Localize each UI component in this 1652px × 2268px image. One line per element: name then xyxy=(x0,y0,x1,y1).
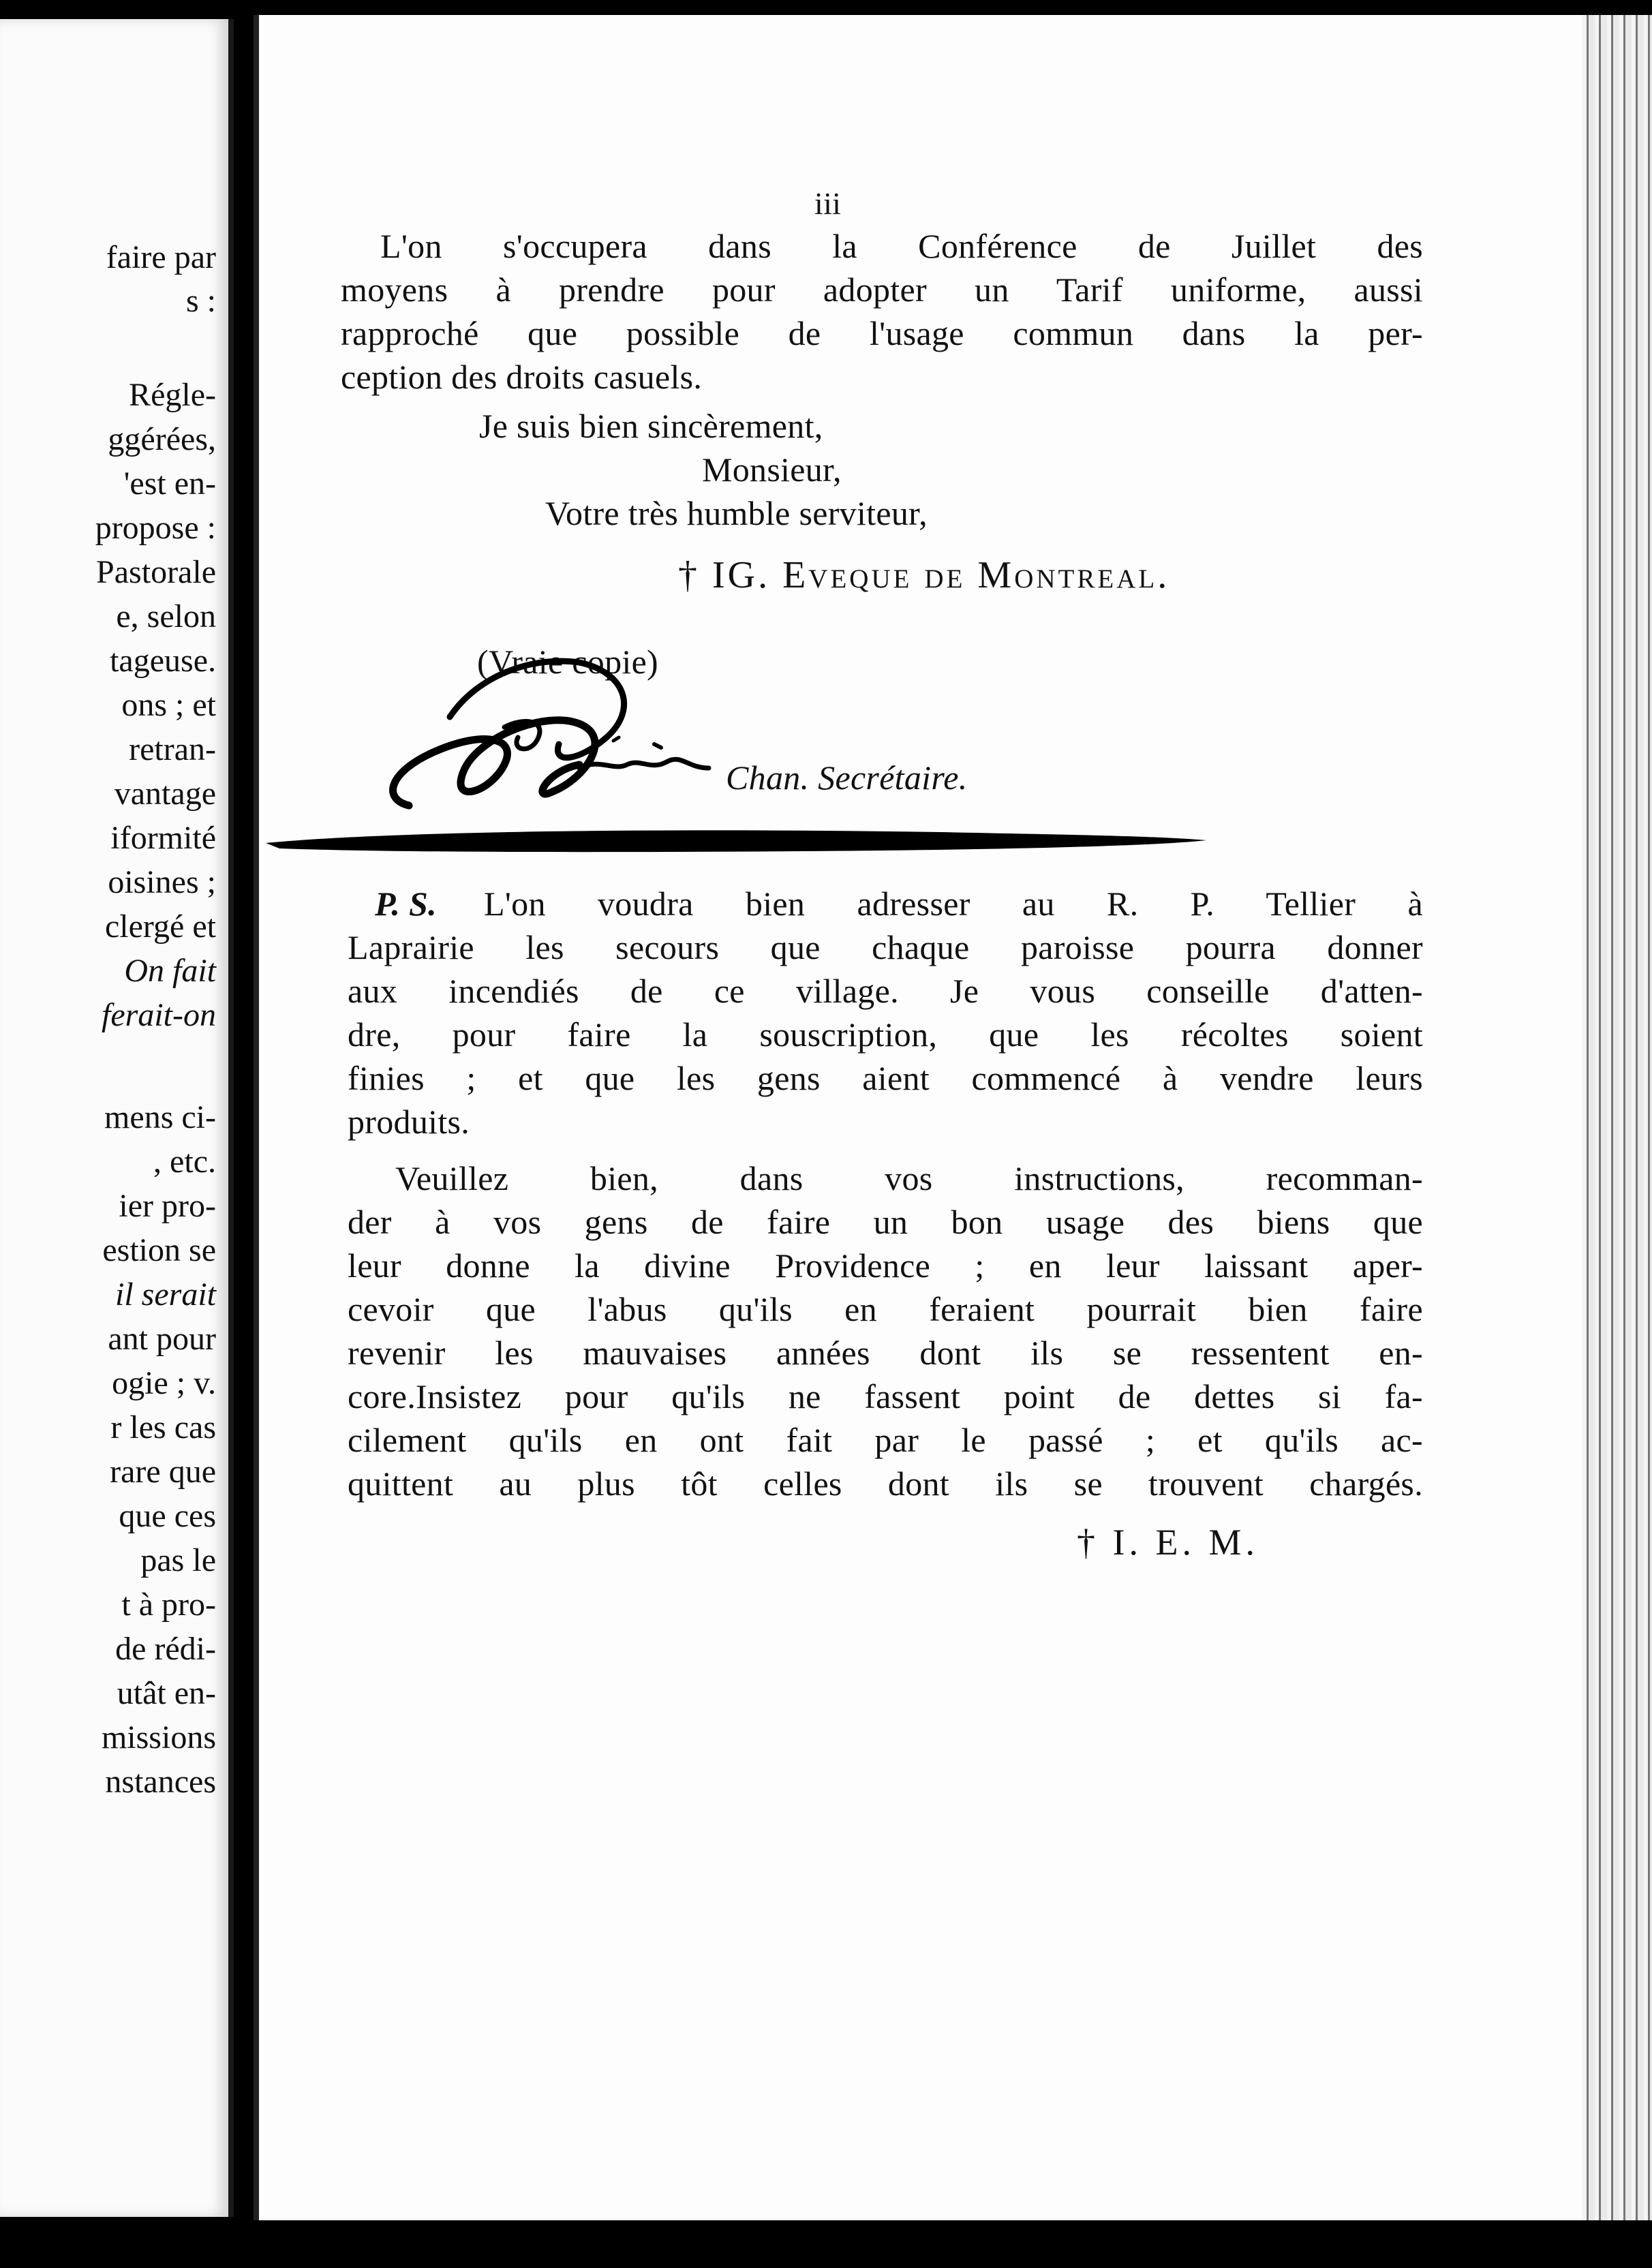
left-line: de rédi- xyxy=(115,1631,216,1667)
left-line: faire par xyxy=(106,239,216,275)
closing-line: Monsieur, xyxy=(702,450,842,489)
left-line: estion se xyxy=(102,1232,216,1268)
left-line: pas le xyxy=(140,1542,216,1578)
left-line: ant pour xyxy=(108,1321,216,1357)
left-line: il serait xyxy=(114,1276,216,1313)
book-page-edges xyxy=(1582,15,1652,2220)
closing-line: Je suis bien sincèrement, xyxy=(479,407,823,445)
left-line: 'est en- xyxy=(123,465,216,502)
paragraph-line: cevoir que l'abus qu'ils en feraient pourrait bien faire xyxy=(348,1290,1423,1328)
left-line: ggérées, xyxy=(108,421,216,457)
paragraph-line: revenir les mauvaises années dont ils se ressentent en- xyxy=(348,1334,1423,1372)
bishop-signature: † IG. Eveque de Montreal. xyxy=(678,554,1170,596)
left-line: t à pro- xyxy=(121,1587,216,1623)
left-line: ferait-on xyxy=(102,997,216,1033)
left-line: e, selon xyxy=(116,598,216,634)
paragraph-line: quittent au plus tôt celles dont ils se trouvent chargés. xyxy=(348,1465,1423,1503)
left-line: r les cas xyxy=(110,1409,216,1445)
paragraph-line: rapproché que possible de l'usage commun dans la per- xyxy=(341,314,1423,352)
paragraph-line: leur donne la divine Providence ; en leur laissant aper- xyxy=(348,1246,1423,1285)
left-line: rare que xyxy=(110,1454,216,1490)
ps-line: aux incendiés de ce village. Je vous conseille d'atten- xyxy=(348,972,1423,1010)
left-line: que ces xyxy=(119,1498,216,1534)
left-line: iformité xyxy=(110,820,216,856)
ps-line: produits. xyxy=(348,1103,470,1141)
left-line: , etc. xyxy=(153,1144,216,1180)
ink-underline xyxy=(259,823,1588,863)
left-line: On fait xyxy=(124,953,216,989)
page-number: iii xyxy=(814,186,842,221)
left-line: tageuse. xyxy=(110,643,216,679)
paragraph-line: L'on s'occupera dans la Conférence de Juillet des xyxy=(380,227,1423,265)
paragraph-line: Veuillez bien, dans vos instructions, recomman- xyxy=(395,1159,1423,1197)
paragraph-line: ception des droits casuels. xyxy=(341,358,703,396)
main-page xyxy=(254,15,1588,2220)
ps-line: Laprairie les secours que chaque paroisse pourra donner xyxy=(348,928,1423,966)
left-line: ons ; et xyxy=(121,687,216,723)
left-line: Pastorale xyxy=(96,554,216,590)
ps-line: L'on voudra bien adresser au R. P. Tellier à xyxy=(484,885,1423,923)
ps-line: finies ; et que les gens aient commencé à vendre leurs xyxy=(348,1059,1423,1097)
paragraph-line: der à vos gens de faire un bon usage des biens que xyxy=(348,1203,1423,1241)
paragraph-line: moyens à prendre pour adopter un Tarif uniforme, aussi xyxy=(341,271,1423,309)
left-line: propose : xyxy=(95,510,216,546)
left-line: Régle- xyxy=(129,377,216,413)
left-line: s : xyxy=(185,283,216,319)
left-line: ogie ; v. xyxy=(112,1365,216,1401)
true-copy-label: (Vraie copie) xyxy=(477,643,659,681)
closing-line: Votre très humble serviteur, xyxy=(545,494,928,532)
left-line: missions xyxy=(101,1719,216,1756)
handwritten-signature xyxy=(259,635,1588,840)
left-page-fragment xyxy=(0,19,234,2217)
left-line: retran- xyxy=(129,731,216,767)
ps-line: dre, pour faire la souscription, que les récoltes soient xyxy=(348,1015,1423,1054)
ps-label: P. S. xyxy=(375,885,437,923)
left-line: mens ci- xyxy=(104,1099,216,1135)
left-line: nstances xyxy=(105,1764,216,1800)
paragraph-line: cilement qu'ils en ont fait par le passé ; et qu'ils ac- xyxy=(348,1421,1423,1459)
paragraph-line: core.Insistez pour qu'ils ne fassent point de dettes si fa- xyxy=(348,1377,1423,1415)
initials-signature: † I. E. M. xyxy=(1077,1522,1259,1563)
left-line: oisines ; xyxy=(108,864,216,900)
left-line: clergé et xyxy=(104,908,216,945)
left-line: ier pro- xyxy=(119,1188,216,1224)
left-line: vantage xyxy=(114,776,216,812)
left-line: utât en- xyxy=(117,1675,216,1711)
secretary-title: Chan. Secrétaire. xyxy=(726,758,968,797)
